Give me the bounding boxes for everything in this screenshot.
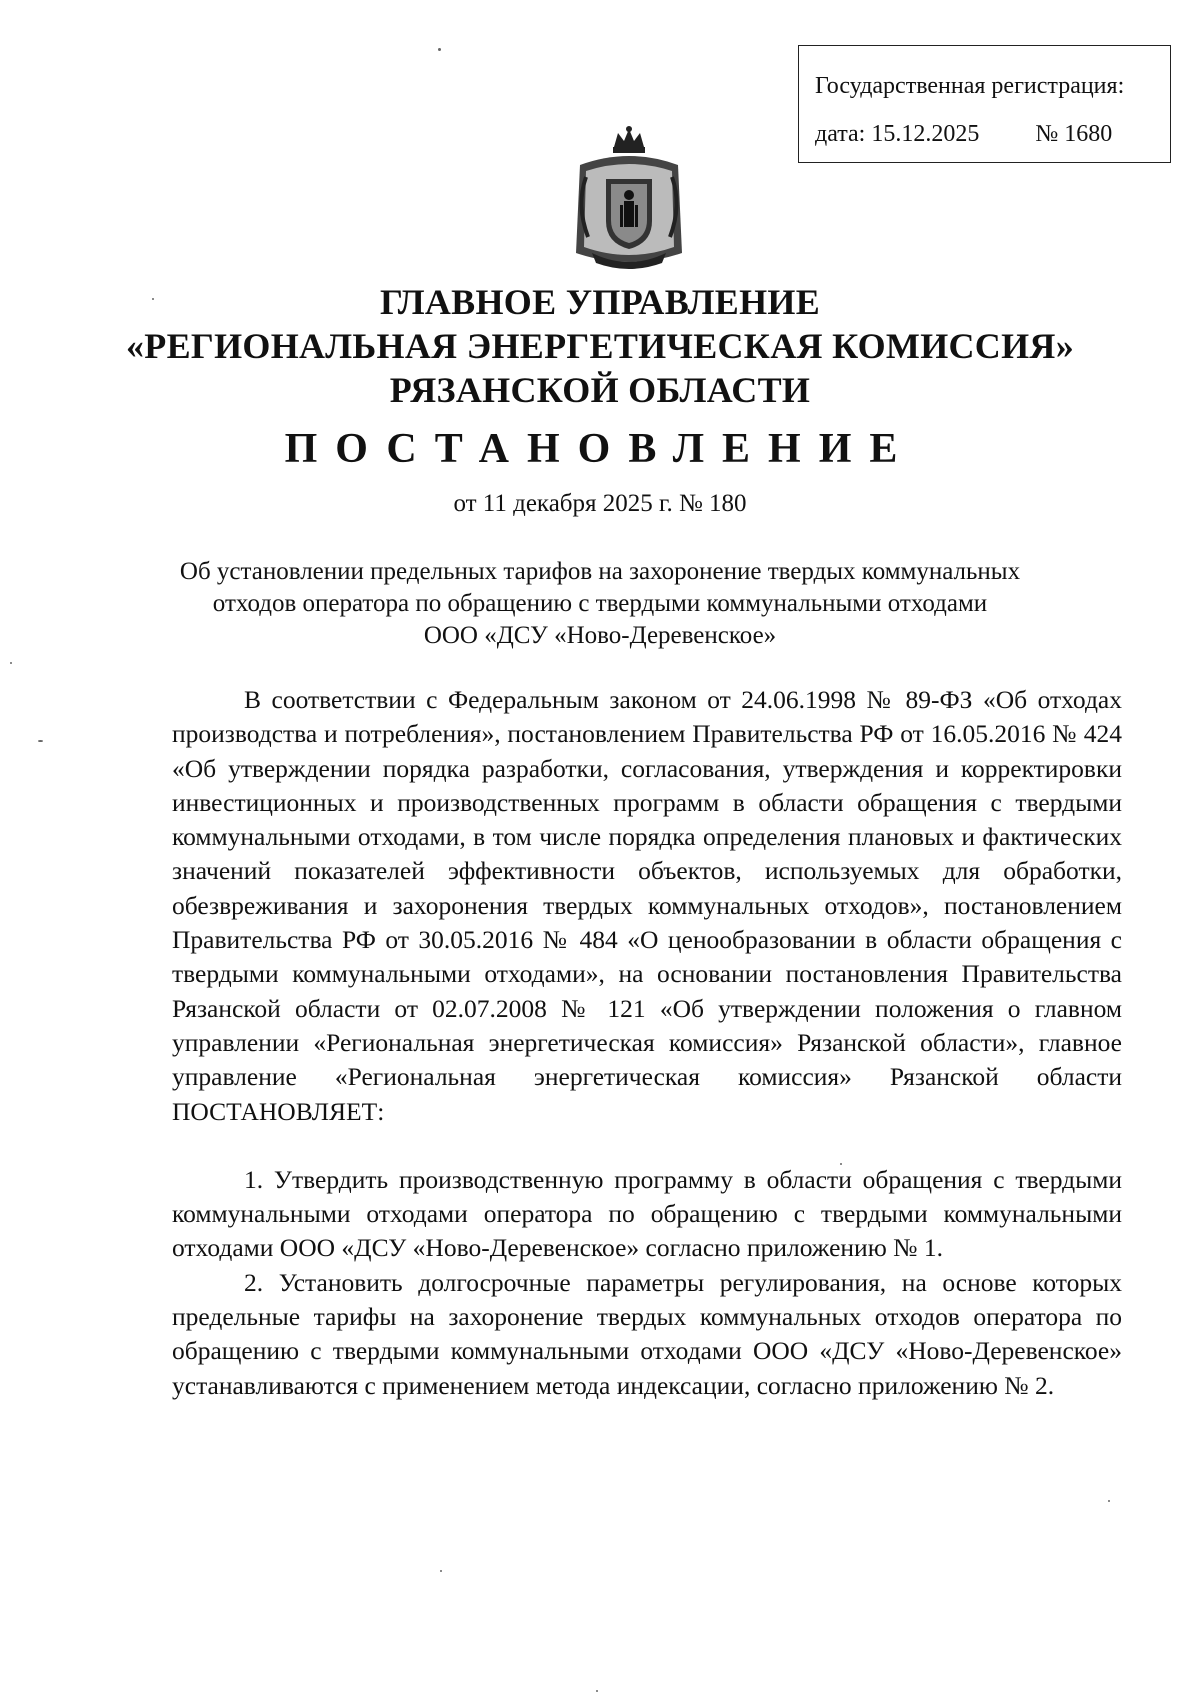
document-date: от 11 декабря 2025 г. № 180 [453,490,747,517]
scan-speck [840,1163,842,1165]
list-item: 2. Установить долгосрочные параметры регулирования, на основе которых предельные тарифы на захоронение твердых коммунальных отходов оператора по обращению с твердыми коммунальными отходами ООО «ДСУ «Ново-Деревенское» устанавливаются с применением метода индексации, согласно приложению № 2. [172,1267,1122,1400]
subject-line-3: ООО «ДСУ «Ново-Деревенское» [423,622,777,649]
registration-stamp [798,45,1171,163]
list-item: 1. Утвердить производственную программу в области обращения с твердыми коммунальными отходами оператора по обращению с твердыми коммунальными отходами ООО «ДСУ «Ново-Деревенское» согласно приложению № 1. [172,1164,1122,1263]
ryazan-coat-of-arms-icon [566,125,692,273]
document-subject [120,556,1080,652]
registration-title: Государственная регистрация: [815,73,1125,99]
registration-number: № 1680 [1035,121,1113,147]
scan-speck [152,298,154,300]
subject-line-1: Об установлении предельных тарифов на захоронение твердых коммунальных [179,558,1021,585]
scan-speck [1108,1500,1110,1502]
scan-speck [10,662,12,664]
registration-row [815,110,1170,158]
scan-speck [438,48,441,51]
document-type: ПОСТАНОВЛЕНИЕ [284,426,916,472]
scan-speck [440,1570,442,1572]
authority-heading [0,280,1200,412]
subject-line-2: отходов оператора по обращению с твердыми коммунальными отходами [212,590,988,617]
heading-line-1: ГЛАВНОЕ УПРАВЛЕНИЕ [379,282,821,322]
document-body [172,683,1122,1403]
scan-speck [38,740,43,742]
preamble-paragraph: В соответствии с Федеральным законом от 24.06.1998 № 89-ФЗ «Об отходах производства и потребления», постановлением Правительства РФ от 16.05.2016 № 424 «Об утверждении порядка разработки, согласования, утверждения и корректировки инвестиционных и производственных программ в области обращения с твердыми коммунальными отходами, в том числе порядка определения плановых и фактических значений показателей эффективности объектов, используемых для обработки, обезвреживания и захоронения твердых коммунальных отходов», постановлением Правительства РФ от 30.05.2016 № 484 «О ценообразовании в области обращения с твердыми коммунальными отходами», на основании постановления Правительства Рязанской области от 02.07.2008 № 121 «Об утверждении положения о главном управлении «Региональная энергетическая комиссия» Рязанской области», главное управление «Региональная энергетическая комиссия» Рязанской области ПОСТАНОВЛЯЕТ: [172,685,1122,1126]
scan-speck [596,1690,598,1692]
heading-line-2: «РЕГИОНАЛЬНАЯ ЭНЕРГЕТИЧЕСКАЯ КОМИССИЯ» [126,326,1074,366]
registration-date: дата: 15.12.2025 [815,121,980,147]
heading-line-3: РЯЗАНСКОЙ ОБЛАСТИ [389,370,811,410]
